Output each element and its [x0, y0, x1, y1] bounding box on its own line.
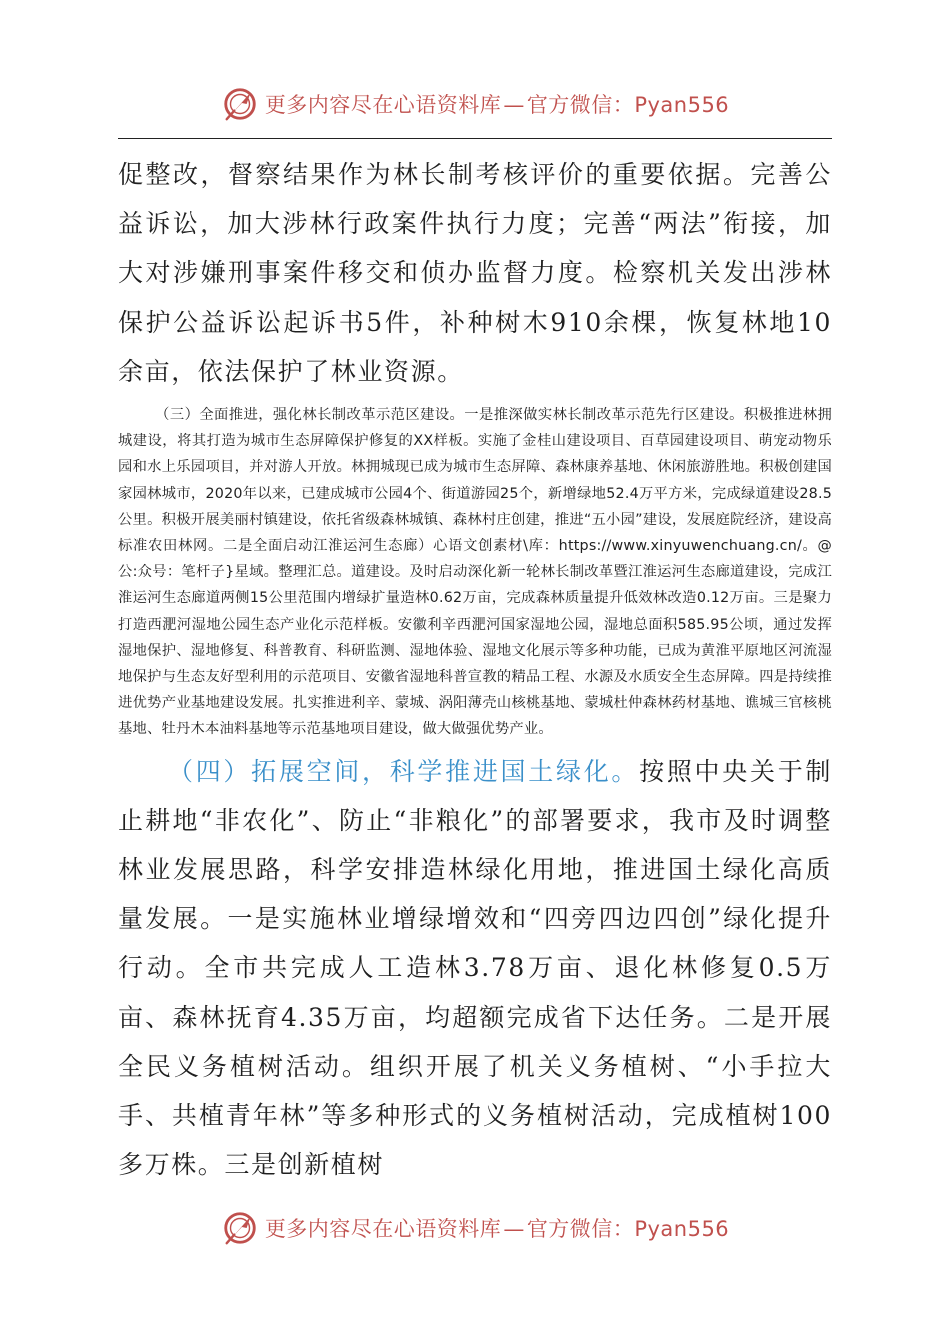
footer-banner-text — [265, 1213, 729, 1243]
footer-wechat-id: Pyan556 — [634, 1217, 730, 1241]
header-divider — [118, 138, 832, 139]
header-banner-main: 更多内容尽在心语资料库 — [264, 93, 502, 117]
header-banner — [0, 82, 950, 126]
header-wechat-label: 官方微信： — [526, 93, 635, 117]
header-wechat-id: Pyan556 — [634, 93, 730, 117]
header-banner-text — [265, 89, 729, 119]
paragraph-continuation: 促整改，督察结果作为林长制考核评价的重要依据。完善公益诉讼，加大涉林行政案件执行力度；完善“两法”衔接，加大对涉嫌刑事案件移交和侦办监督力度。检察机关发出涉林保护公益诉讼起诉书5件，补种树木910余棵，恢复林地10余亩，依法保护了林业资源。 — [118, 160, 832, 386]
document-body — [118, 150, 832, 1189]
footer-wechat-label: 官方微信： — [526, 1217, 635, 1241]
footer-banner — [0, 1206, 950, 1250]
header-banner-sep: — — [503, 93, 525, 117]
quill-logo-icon — [221, 1209, 259, 1247]
quill-logo-icon — [221, 85, 259, 123]
footer-banner-sep: — — [503, 1217, 525, 1241]
section-four-heading: （四）拓展空间，科学推进国土绿化。 — [168, 756, 640, 786]
footer-banner-main: 更多内容尽在心语资料库 — [264, 1217, 502, 1241]
paragraph-section-four — [118, 747, 832, 1190]
paragraph-section-three: （三）全面推进，强化林长制改革示范区建设。一是推深做实林长制改革示范先行区建设。积极推进林拥城建设，将其打造为城市生态屏障保护修复的XX样板。实施了金桂山建设项目、百草园建设项目、萌宠动物乐园和水上乐园项目，并对游人开放。林拥城现已成为城市生态屏障、森林康养基地、休闲旅游胜地。积极创建国家园林城市，2020年以来，已建成城市公园4个、街道游园25个，新增绿地52.4万平方米，完成绿道建设28.5公里。积极开展美丽村镇建设，依托省级森林城镇、森林村庄创建，推进“五小园”建设，发展庭院经济，建设高标准农田林网。二是全面启动江淮运河生态廊）心语文创素材\库：https://www.xinyuwenchuang.cn/。@公:众号：笔杆子}星域。整理汇总。道建设。及时启动深化新一轮林长制改革暨江淮运河生态廊道建设，完成江淮运河生态廊道两侧15公里范围内增绿扩量造林0.62万亩，完成森林质量提升低效林改造0.12万亩。三是聚力打造西淝河湿地公园生态产业化示范样板。安徽利辛西淝河国家湿地公园，湿地总面积585.95公顷，通过发挥湿地保护、湿地修复、科普教育、科研监测、湿地体验、湿地文化展示等多种功能，已成为黄淮平原地区河流湿地保护与生态友好型利用的示范项目、安徽省湿地科普宣教的精品工程、水源及水质安全生态屏障。四是持续推进优势产业基地建设发展。扎实推进利辛、蒙城、涡阳薄壳山核桃基地、蒙城杜仲森林药材基地、谯城三官核桃基地、牡丹木本油料基地等示范基地项目建设，做大做强优势产业。 — [118, 407, 832, 738]
section-four-text: 按照中央关于制止耕地“非农化”、防止“非粮化”的部署要求，我市及时调整林业发展思路，科学安排造林绿化用地，推进国土绿化高质量发展。一是实施林业增绿增效和“四旁四边四创”绿化提升行动。全市共完成人工造林3.78万亩、退化林修复0.5万亩、森林抚育4.35万亩，均超额完成省下达任务。二是开展全民义务植树活动。组织开展了机关义务植树、“小手拉大手、共植青年林”等多种形式的义务植树活动，完成植树100多万株。三是创新植树 — [118, 756, 833, 1180]
